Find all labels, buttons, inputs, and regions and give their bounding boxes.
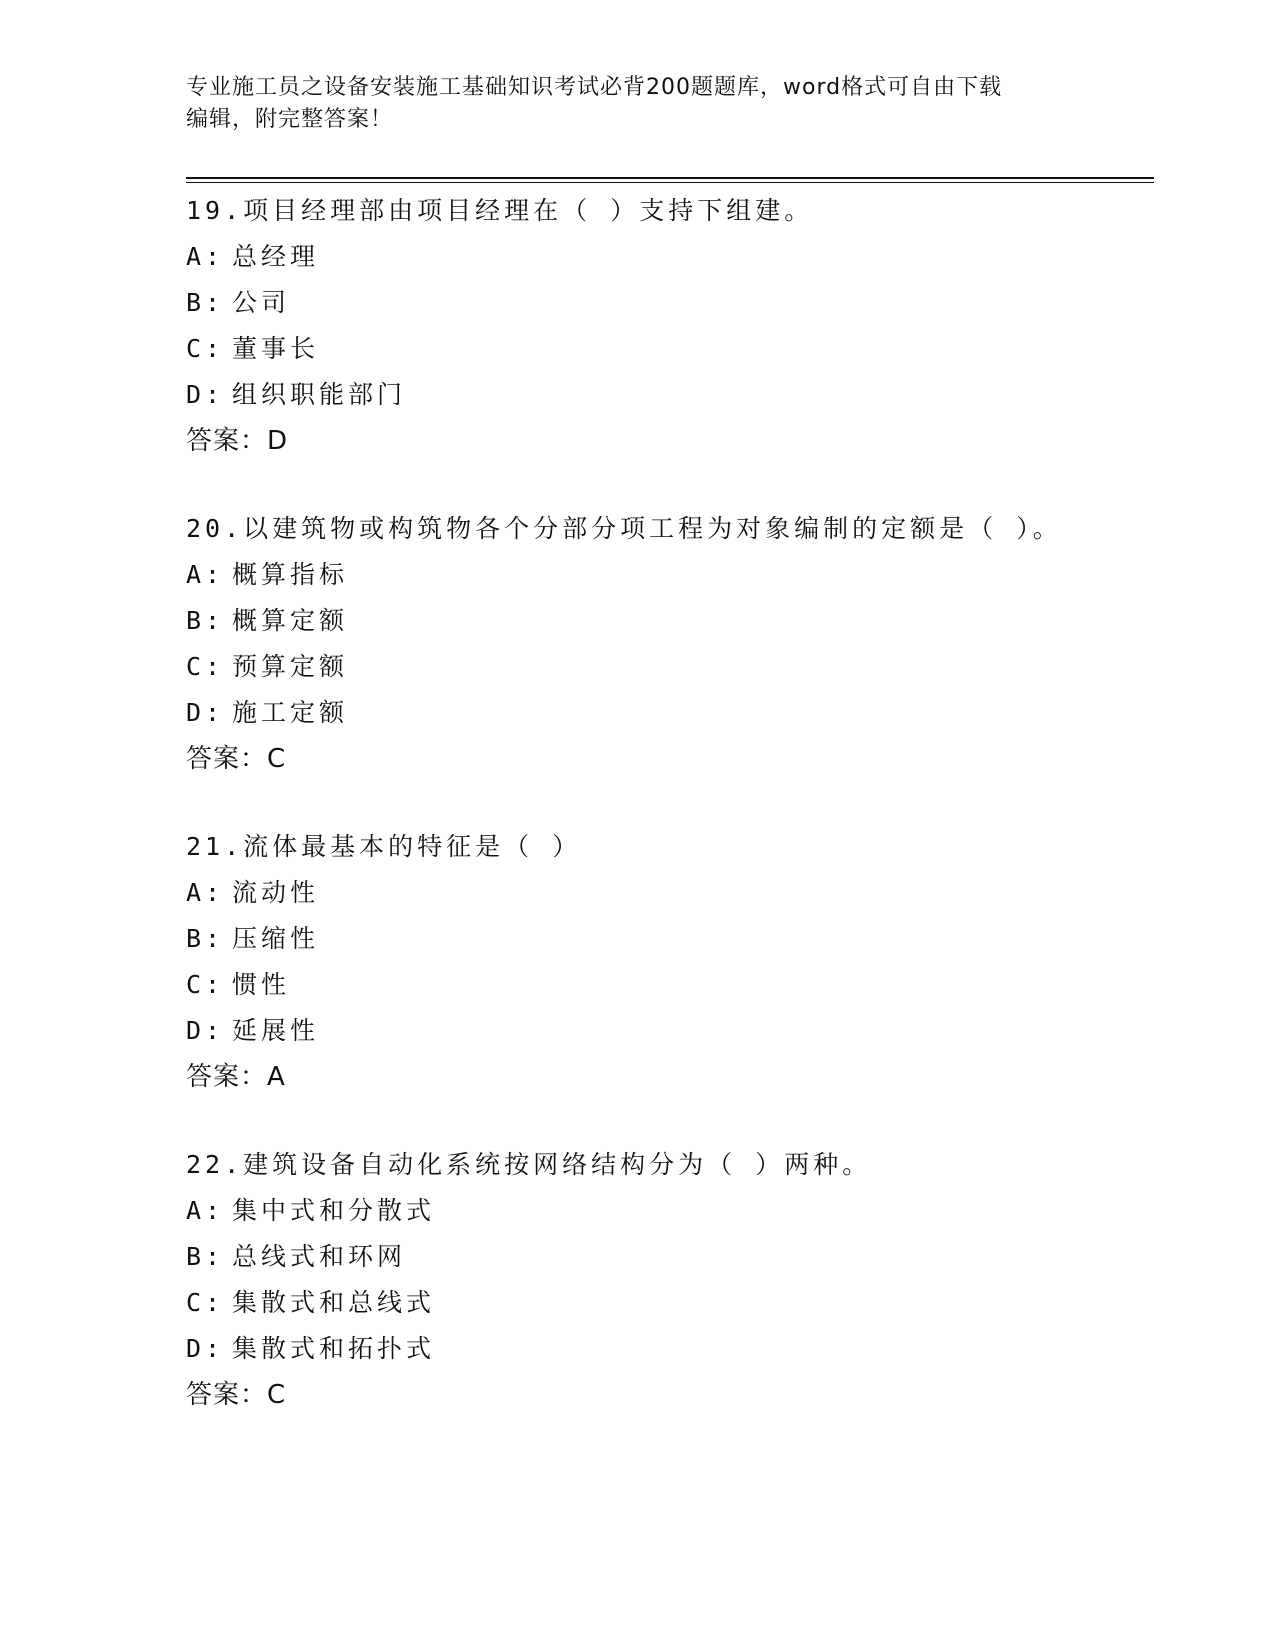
option-text: 公司 (232, 288, 291, 317)
option-text: 施工定额 (232, 698, 349, 727)
answer-line: 答案：C (186, 744, 287, 774)
option-text: 概算指标 (232, 560, 349, 589)
option-text: 总线式和环网 (232, 1242, 407, 1271)
option-letter: C: (186, 970, 225, 999)
option-c (186, 326, 1154, 372)
answer-line: 答案：A (186, 1062, 286, 1092)
header-divider-thick (186, 177, 1154, 179)
option-c (186, 962, 1154, 1008)
option-letter: B: (186, 288, 225, 317)
option-b (186, 280, 1154, 326)
option-d (186, 1008, 1154, 1054)
question-19 (186, 188, 1154, 464)
option-letter: A: (186, 878, 225, 907)
option-text: 集中式和分散式 (232, 1196, 436, 1225)
option-letter: D: (186, 698, 225, 727)
option-text: 压缩性 (232, 924, 320, 953)
option-b (186, 598, 1154, 644)
question-stem: 22.建筑设备自动化系统按网络结构分为（ ）两种。 (186, 1150, 872, 1179)
option-b (186, 1234, 1154, 1280)
option-text: 概算定额 (232, 606, 349, 635)
header-line-1: 专业施工员之设备安装施工基础知识考试必背200题题库，word格式可自由下载 (186, 75, 1003, 100)
option-text: 流动性 (232, 878, 320, 907)
option-letter: B: (186, 924, 225, 953)
option-letter: A: (186, 242, 225, 271)
option-text: 董事长 (232, 334, 320, 363)
question-stem: 20.以建筑物或构筑物各个分部分项工程为对象编制的定额是（ ）。 (186, 514, 1062, 543)
answer-line: 答案：C (186, 1380, 287, 1410)
document-header (186, 72, 1086, 136)
option-a (186, 870, 1154, 916)
option-letter: C: (186, 652, 225, 681)
option-letter: B: (186, 606, 225, 635)
option-text: 组织职能部门 (232, 380, 407, 409)
option-text: 总经理 (232, 242, 320, 271)
answer-line: 答案：D (186, 426, 289, 456)
option-letter: D: (186, 1334, 225, 1363)
option-text: 集散式和拓扑式 (232, 1334, 436, 1363)
option-d (186, 690, 1154, 736)
option-letter: D: (186, 380, 225, 409)
option-a (186, 234, 1154, 280)
option-letter: C: (186, 334, 225, 363)
header-line-2: 编辑，附完整答案！ (186, 107, 394, 132)
option-letter: B: (186, 1242, 225, 1271)
question-list (186, 188, 1154, 1460)
option-text: 惯性 (232, 970, 291, 999)
header-divider-thin (186, 182, 1154, 183)
option-letter: C: (186, 1288, 225, 1317)
option-letter: A: (186, 1196, 225, 1225)
question-stem: 21.流体最基本的特征是（ ） (186, 832, 582, 861)
option-a (186, 1188, 1154, 1234)
option-letter: D: (186, 1016, 225, 1045)
option-letter: A: (186, 560, 225, 589)
option-c (186, 644, 1154, 690)
option-c (186, 1280, 1154, 1326)
option-d (186, 1326, 1154, 1372)
option-b (186, 916, 1154, 962)
question-22 (186, 1142, 1154, 1418)
option-text: 预算定额 (232, 652, 349, 681)
question-stem: 19.项目经理部由项目经理在（ ）支持下组建。 (186, 196, 814, 225)
option-a (186, 552, 1154, 598)
option-text: 延展性 (232, 1016, 320, 1045)
question-20 (186, 506, 1154, 782)
option-text: 集散式和总线式 (232, 1288, 436, 1317)
option-d (186, 372, 1154, 418)
question-21 (186, 824, 1154, 1100)
